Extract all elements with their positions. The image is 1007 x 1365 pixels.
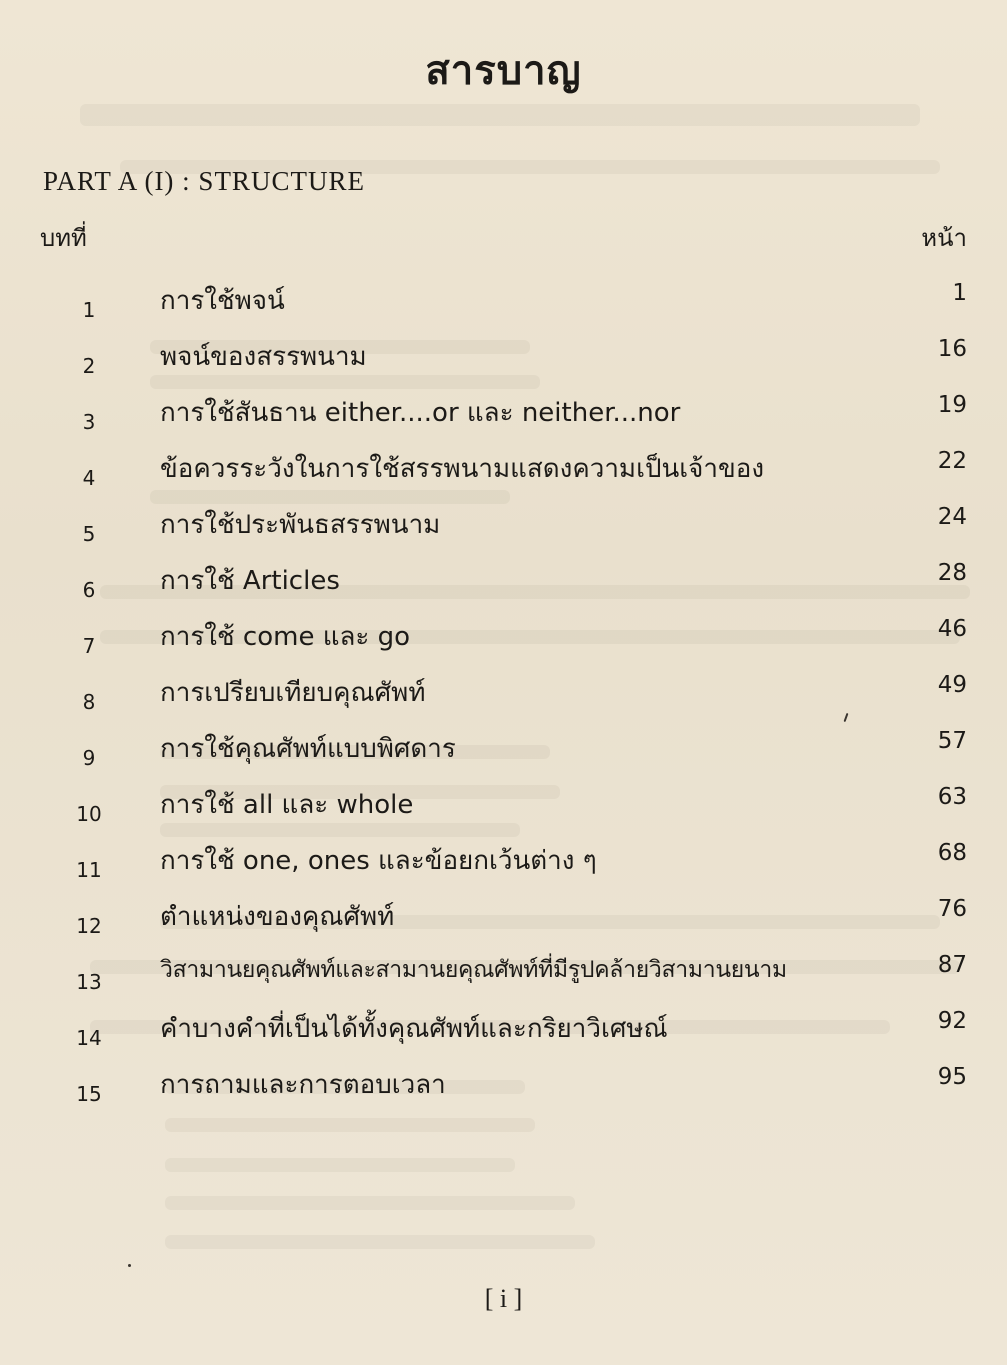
toc-chapter-number: 1 bbox=[82, 298, 96, 322]
toc-chapter-title: การใช้ประพันธสรรพนาม bbox=[160, 510, 441, 540]
toc-page-number: 28 bbox=[937, 560, 967, 586]
page-title: สารบาญ bbox=[425, 48, 582, 94]
toc-page-number: 1 bbox=[952, 280, 967, 306]
toc-entry bbox=[0, 952, 1007, 1002]
toc-chapter-number: 13 bbox=[76, 970, 102, 994]
toc-entry bbox=[0, 392, 1007, 442]
toc-chapter-title: การถามและการตอบเวลา bbox=[160, 1070, 446, 1100]
toc-page-number: 76 bbox=[937, 896, 967, 922]
toc-page-number: 95 bbox=[937, 1064, 967, 1090]
toc-entry bbox=[0, 728, 1007, 778]
toc-page-number: 68 bbox=[937, 840, 967, 866]
toc-page-number: 19 bbox=[937, 392, 967, 418]
toc-page-number: 49 bbox=[937, 672, 967, 698]
page-number-footer: [ i ] bbox=[484, 1284, 523, 1313]
toc-page-number: 16 bbox=[937, 336, 967, 362]
toc-page-number: 24 bbox=[937, 504, 967, 530]
toc-entry bbox=[0, 448, 1007, 498]
toc-chapter-number: 9 bbox=[82, 746, 96, 770]
toc-chapter-number: 6 bbox=[82, 578, 96, 602]
toc-chapter-title: วิสามานยคุณศัพท์และสามานยคุณศัพท์ที่มีรูปคล้ายวิสามานยนาม bbox=[160, 957, 787, 983]
toc-page-number: 57 bbox=[937, 728, 967, 754]
toc-page-number: 87 bbox=[937, 952, 967, 978]
toc-chapter-number: 3 bbox=[82, 410, 96, 434]
toc-chapter-number: 8 bbox=[82, 690, 96, 714]
show-through-mark bbox=[80, 104, 920, 126]
toc-chapter-title: ข้อควรระวังในการใช้สรรพนามแสดงความเป็นเจ้าของ bbox=[160, 454, 765, 484]
toc-page-number: 22 bbox=[937, 448, 967, 474]
toc-chapter-number: 4 bbox=[82, 466, 96, 490]
chapter-column-header: บทที่ bbox=[40, 224, 87, 252]
toc-page-number: 63 bbox=[937, 784, 967, 810]
toc-chapter-title: การใช้ come และ go bbox=[160, 622, 411, 652]
toc-chapter-number: 11 bbox=[76, 858, 102, 882]
toc-chapter-number: 10 bbox=[76, 802, 102, 826]
toc-chapter-number: 7 bbox=[82, 634, 96, 658]
toc-page-number: 46 bbox=[937, 616, 967, 642]
toc-chapter-title: การใช้ all และ whole bbox=[160, 790, 414, 820]
toc-chapter-title: การใช้พจน์ bbox=[160, 286, 285, 316]
toc-entry bbox=[0, 280, 1007, 330]
section-heading: PART A (I) : STRUCTURE bbox=[43, 166, 365, 196]
toc-chapter-title: การใช้ Articles bbox=[160, 566, 340, 596]
toc-entry bbox=[0, 672, 1007, 722]
toc-chapter-title: คำบางคำที่เป็นได้ทั้งคุณศัพท์และกริยาวิเศษณ์ bbox=[160, 1014, 668, 1044]
toc-chapter-title: ตำแหน่งของคุณศัพท์ bbox=[160, 902, 395, 932]
toc-chapter-number: 12 bbox=[76, 914, 102, 938]
toc-entry bbox=[0, 616, 1007, 666]
toc-chapter-number: 5 bbox=[82, 522, 96, 546]
toc-entry bbox=[0, 504, 1007, 554]
toc-chapter-title: การใช้สันธาน either....or และ neither...nor bbox=[160, 398, 681, 428]
show-through-mark bbox=[165, 1196, 575, 1210]
toc-chapter-title: การใช้ one, ones และข้อยกเว้นต่าง ๆ bbox=[160, 846, 597, 876]
toc-chapter-number: 14 bbox=[76, 1026, 102, 1050]
show-through-mark bbox=[165, 1158, 515, 1172]
pencil-mark bbox=[128, 1264, 131, 1267]
toc-entry bbox=[0, 784, 1007, 834]
toc-chapter-number: 2 bbox=[82, 354, 96, 378]
show-through-mark bbox=[165, 1235, 595, 1249]
toc-entry bbox=[0, 560, 1007, 610]
toc-page-number: 92 bbox=[937, 1008, 967, 1034]
toc-entry bbox=[0, 1008, 1007, 1058]
toc-entry bbox=[0, 840, 1007, 890]
page-column-header: หน้า bbox=[921, 224, 967, 252]
toc-chapter-title: การเปรียบเทียบคุณศัพท์ bbox=[160, 678, 426, 708]
toc-chapter-number: 15 bbox=[76, 1082, 102, 1106]
show-through-mark bbox=[165, 1118, 535, 1132]
toc-entry bbox=[0, 336, 1007, 386]
toc-chapter-title: การใช้คุณศัพท์แบบพิศดาร bbox=[160, 734, 456, 764]
toc-entry bbox=[0, 896, 1007, 946]
toc-entry bbox=[0, 1064, 1007, 1114]
toc-chapter-title: พจน์ของสรรพนาม bbox=[160, 342, 367, 372]
